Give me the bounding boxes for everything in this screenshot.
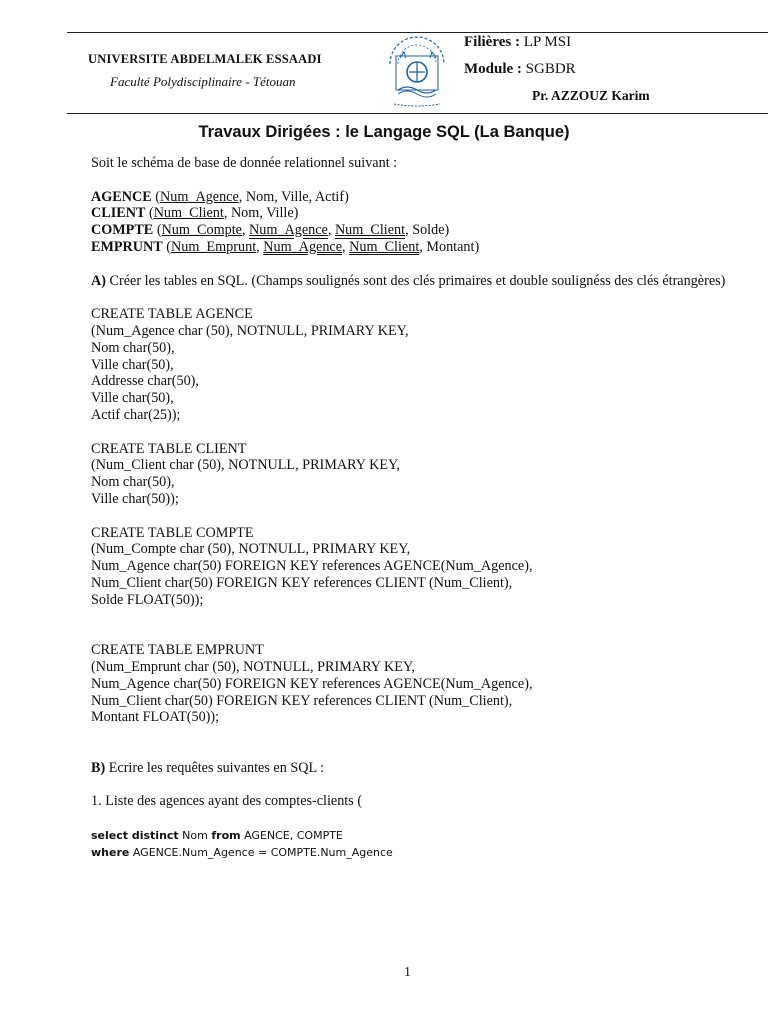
intro-text: Soit le schéma de base de donnée relationnel suivant : xyxy=(91,155,398,171)
module-line xyxy=(464,61,576,78)
filieres-line xyxy=(464,34,571,51)
part-b-instruction: B) Ecrire les requêtes suivantes en SQL : xyxy=(91,759,325,776)
create-emprunt-line: Num_Client char(50) FOREIGN KEY references CLIENT (Num_Client), xyxy=(91,692,513,709)
header-bottom-rule xyxy=(67,113,768,114)
filieres-label: Filières : xyxy=(464,34,520,50)
create-agence-line: Nom char(50), xyxy=(91,339,175,356)
create-client-line: (Num_Client char (50), NOTNULL, PRIMARY KEY, xyxy=(91,457,400,474)
create-client-line: Nom char(50), xyxy=(91,474,175,491)
create-emprunt-line: (Num_Emprunt char (50), NOTNULL, PRIMARY KEY, xyxy=(91,658,415,675)
schema-compte: COMPTE (Num_Compte, Num_Agence, Num_Client, Solde) xyxy=(91,222,450,239)
professor-name: Pr. AZZOUZ Karim xyxy=(532,88,650,103)
create-agence-line: Ville char(50), xyxy=(91,356,174,373)
create-compte-line: (Num_Compte char (50), NOTNULL, PRIMARY KEY, xyxy=(91,541,411,558)
create-emprunt-line: Num_Agence char(50) FOREIGN KEY references AGENCE(Num_Agence), xyxy=(91,675,533,692)
create-client-line: CREATE TABLE CLIENT xyxy=(91,440,247,457)
university-name: UNIVERSITE ABDELMALEK ESSAADI xyxy=(88,52,322,66)
create-compte-line: Num_Client char(50) FOREIGN KEY references CLIENT (Num_Client), xyxy=(91,574,513,591)
module-label: Module : xyxy=(464,61,522,77)
create-agence-line: Addresse char(50), xyxy=(91,373,199,390)
schema-emprunt: EMPRUNT (Num_Emprunt, Num_Agence, Num_Client, Montant) xyxy=(91,238,480,255)
question-1: 1. Liste des agences ayant des comptes-clients ( xyxy=(91,793,363,810)
create-compte-line: Num_Agence char(50) FOREIGN KEY references AGENCE(Num_Agence), xyxy=(91,558,533,575)
create-agence-line: Ville char(50), xyxy=(91,390,174,407)
document-body xyxy=(91,155,731,861)
page-number: 1 xyxy=(404,965,411,980)
module-value: SGBDR xyxy=(525,61,576,77)
schema-agence: AGENCE (Num_Agence, Nom, Ville, Actif) xyxy=(91,188,349,205)
create-agence-line: (Num_Agence char (50), NOTNULL, PRIMARY KEY, xyxy=(91,322,409,339)
header-top-rule xyxy=(67,32,768,33)
query-1-select-line: select distinct Nom from AGENCE, COMPTE xyxy=(91,828,343,842)
create-compte-line: Solde FLOAT(50)); xyxy=(91,591,204,608)
query-1 xyxy=(91,827,731,861)
create-client-line: Ville char(50)); xyxy=(91,490,179,507)
create-emprunt-line: Montant FLOAT(50)); xyxy=(91,709,220,726)
schema-client: CLIENT (Num_Client, Nom, Ville) xyxy=(91,205,299,222)
create-compte-line: CREATE TABLE COMPTE xyxy=(91,524,254,541)
faculty-name: Faculté Polydisciplinaire - Tétouan xyxy=(110,74,296,89)
query-1-where-line: where AGENCE.Num_Agence = COMPTE.Num_Agence xyxy=(91,845,393,859)
create-emprunt-line: CREATE TABLE EMPRUNT xyxy=(91,642,264,659)
create-agence-line: CREATE TABLE AGENCE xyxy=(91,306,253,323)
page-title: Travaux Dirigées : le Langage SQL (La Banque) xyxy=(198,123,570,141)
part-a-instruction: A) Créer les tables en SQL. (Champs soulignés sont des clés primaires et double soulignéss des clés étrangères) xyxy=(91,272,726,289)
create-agence-line: Actif char(25)); xyxy=(91,406,181,423)
filieres-value: LP MSI xyxy=(523,34,572,50)
university-logo xyxy=(382,34,452,110)
